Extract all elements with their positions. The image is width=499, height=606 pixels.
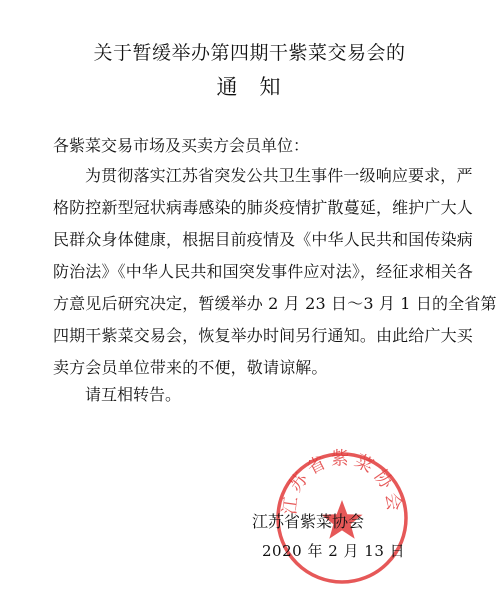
body-line: 防治法》《中华人民共和国突发事件应对法》，经征求相关各 xyxy=(53,262,474,281)
body-line: 四期干紫菜交易会，恢复举办时间另行通知。由此给广大买 xyxy=(53,326,473,345)
signature-date: 2020 年 2 月 13 日 xyxy=(262,542,406,560)
closing-remark: 请互相转告。 xyxy=(85,385,182,404)
body-line: 为贯彻落实江苏省突发公共卫生事件一级响应要求，严 xyxy=(85,166,473,185)
body-line: 卖方会员单位带来的不便，敬请谅解。 xyxy=(53,358,328,377)
body-line: 方意见后研究决定，暂缓举办 2 月 23 日～3 月 1 日的全省第 xyxy=(53,294,497,313)
notice-title-line-2: 通知 xyxy=(216,75,303,99)
signature-organization: 江苏省紫菜协会 xyxy=(252,512,365,531)
salutation: 各紫菜交易市场及买卖方会员单位： xyxy=(53,136,310,155)
body-line: 民群众身体健康，根据目前疫情及《中华人民共和国传染病 xyxy=(53,230,473,249)
seal-text: 江苏省紫菜协会 xyxy=(279,448,405,517)
body-line: 格防控新型冠状病毒感染的肺炎疫情扩散蔓延，维护广大人 xyxy=(53,198,473,217)
notice-title-line-1: 关于暂缓举办第四期干紫菜交易会的 xyxy=(93,42,406,64)
